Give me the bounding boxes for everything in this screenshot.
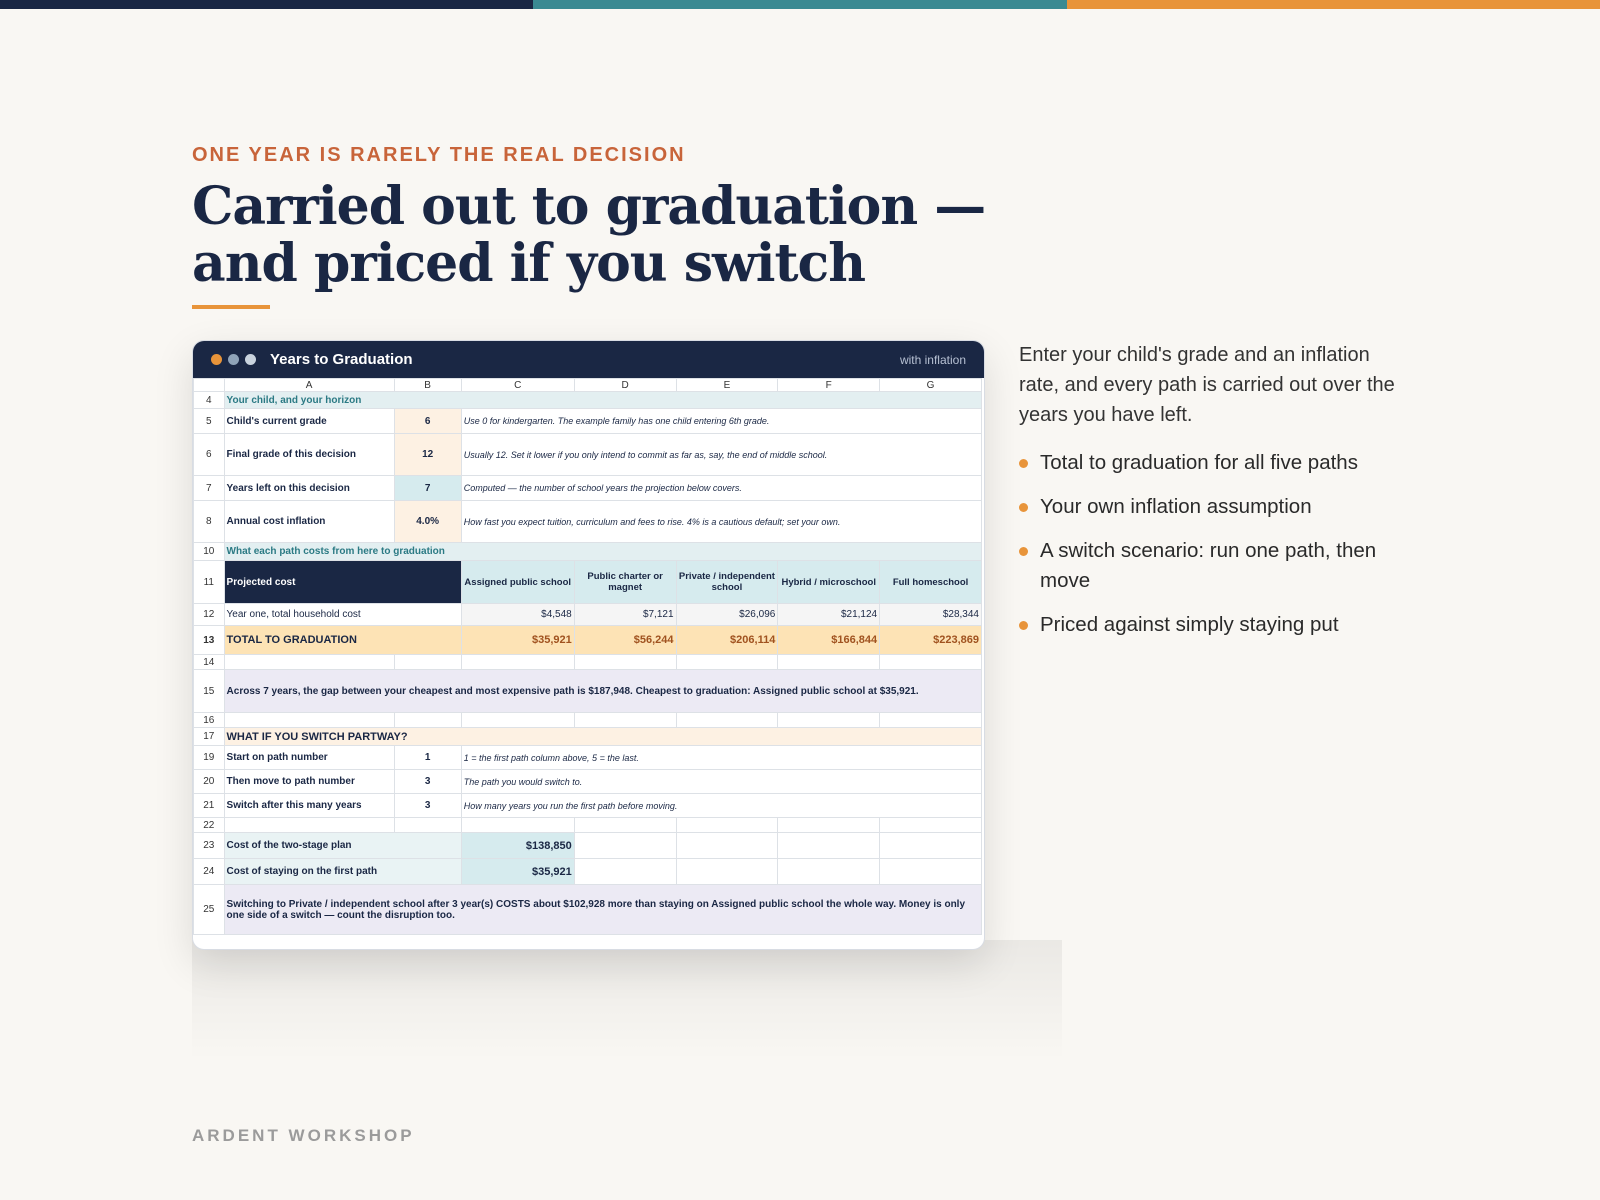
title-line-2: and priced if you switch (192, 233, 865, 294)
switch-years-note: How many years you run the first path before moving. (461, 794, 981, 818)
years-left-label: Years left on this decision (224, 476, 394, 501)
table-row (194, 434, 982, 476)
table-row (194, 746, 982, 770)
empty-cell[interactable] (394, 818, 461, 833)
feature-text: Priced against simply staying put (1040, 613, 1339, 636)
window-dot-gray-icon[interactable] (228, 354, 239, 365)
year-one-label: Year one, total household cost (224, 604, 461, 626)
row-number: 6 (194, 434, 225, 476)
path-header-3[interactable]: Private / independent school (676, 561, 778, 604)
table-row (194, 770, 982, 794)
move-path-label: Then move to path number (224, 770, 394, 794)
total-to-graduation-value[interactable]: $223,869 (880, 626, 982, 655)
year-one-cost[interactable]: $26,096 (676, 604, 778, 626)
path-header-4[interactable]: Hybrid / microschool (778, 561, 880, 604)
empty-cell[interactable] (676, 713, 778, 728)
table-row (194, 833, 982, 859)
row-number: 15 (194, 670, 225, 713)
bullet-dot-icon (1019, 503, 1028, 512)
row-number: 14 (194, 655, 225, 670)
window-dot-orange-icon[interactable] (211, 354, 222, 365)
empty-cell[interactable] (676, 818, 778, 833)
row-number: 24 (194, 859, 225, 885)
start-path-label: Start on path number (224, 746, 394, 770)
empty-cell[interactable] (224, 655, 394, 670)
path-header-2[interactable]: Public charter or magnet (574, 561, 676, 604)
window-dot-light-icon[interactable] (245, 354, 256, 365)
empty-cell[interactable] (461, 818, 574, 833)
column-header-b[interactable]: B (394, 379, 461, 392)
top-bar-navy-segment (0, 0, 533, 9)
empty-cell[interactable] (224, 818, 394, 833)
final-grade-input[interactable]: 12 (394, 434, 461, 476)
empty-cell[interactable] (224, 713, 394, 728)
row-number: 22 (194, 818, 225, 833)
row-number: 25 (194, 885, 225, 935)
feature-text: Total to graduation for all five paths (1040, 451, 1358, 474)
table-row (194, 501, 982, 543)
switch-years-label: Switch after this many years (224, 794, 394, 818)
corner-cell (194, 379, 225, 392)
path-header-1[interactable]: Assigned public school (461, 561, 574, 604)
empty-cell[interactable] (880, 833, 982, 859)
empty-cell[interactable] (574, 818, 676, 833)
window-header (193, 341, 984, 378)
inflation-label: Annual cost inflation (224, 501, 394, 543)
row-number: 19 (194, 746, 225, 770)
empty-cell[interactable] (778, 833, 880, 859)
row-number: 11 (194, 561, 225, 604)
column-header-e[interactable]: E (676, 379, 778, 392)
section-heading-horizon: Your child, and your horizon (224, 392, 981, 409)
path-header-5[interactable]: Full homeschool (880, 561, 982, 604)
path-gap-summary: Across 7 years, the gap between your cheapest and most expensive path is $187,948. Cheapest to graduation: Assigned public school at $35,921. (224, 670, 981, 713)
years-left-value[interactable]: 7 (394, 476, 461, 501)
table-row (194, 655, 982, 670)
row-number: 7 (194, 476, 225, 501)
start-path-note: 1 = the first path column above, 5 = the last. (461, 746, 981, 770)
table-row (194, 818, 982, 833)
row-number: 4 (194, 392, 225, 409)
list-item (1019, 536, 1409, 596)
feature-intro: Enter your child's grade and an inflation rate, and every path is carried out over the years you have left. (1019, 344, 1395, 426)
two-stage-cost-value[interactable]: $138,850 (461, 833, 574, 859)
table-row (194, 561, 982, 604)
table-row (194, 885, 982, 935)
year-one-cost[interactable]: $7,121 (574, 604, 676, 626)
start-path-input[interactable]: 1 (394, 746, 461, 770)
row-number: 21 (194, 794, 225, 818)
projected-cost-header: Projected cost (224, 561, 461, 604)
feature-text: A switch scenario: run one path, then move (1040, 539, 1377, 592)
empty-cell[interactable] (574, 713, 676, 728)
column-header-row (194, 379, 982, 392)
move-path-note: The path you would switch to. (461, 770, 981, 794)
eyebrow: ONE YEAR IS RARELY THE REAL DECISION (192, 144, 686, 166)
empty-cell[interactable] (880, 713, 982, 728)
bullet-dot-icon (1019, 547, 1028, 556)
current-grade-note: Use 0 for kindergarten. The example family has one child entering 6th grade. (461, 409, 981, 434)
two-stage-cost-label: Cost of the two-stage plan (224, 833, 461, 859)
row-number: 20 (194, 770, 225, 794)
current-grade-input[interactable]: 6 (394, 409, 461, 434)
empty-cell[interactable] (676, 833, 778, 859)
bullet-dot-icon (1019, 621, 1028, 630)
table-row (194, 476, 982, 501)
year-one-cost[interactable]: $4,548 (461, 604, 574, 626)
row-number: 5 (194, 409, 225, 434)
table-row (194, 713, 982, 728)
feature-list (1019, 448, 1409, 640)
empty-cell[interactable] (880, 655, 982, 670)
row-number: 17 (194, 728, 225, 746)
title-underline (192, 305, 270, 309)
column-header-d[interactable]: D (574, 379, 676, 392)
list-item (1019, 448, 1409, 478)
spreadsheet-grid[interactable] (193, 378, 985, 950)
stay-cost-label: Cost of staying on the first path (224, 859, 461, 885)
top-color-bar (0, 0, 1600, 9)
table-row (194, 604, 982, 626)
total-to-graduation-value[interactable]: $56,244 (574, 626, 676, 655)
title-line-1: Carried out to graduation — (192, 176, 986, 237)
column-header-c[interactable]: C (461, 379, 574, 392)
year-one-cost[interactable]: $28,344 (880, 604, 982, 626)
empty-cell[interactable] (574, 655, 676, 670)
row-number: 16 (194, 713, 225, 728)
feature-text: Your own inflation assumption (1040, 495, 1312, 518)
section-heading-switch: WHAT IF YOU SWITCH PARTWAY? (224, 728, 981, 746)
empty-cell[interactable] (880, 818, 982, 833)
current-grade-label: Child's current grade (224, 409, 394, 434)
table-row (194, 392, 982, 409)
section-heading-path-costs: What each path costs from here to graduation (224, 543, 981, 561)
spreadsheet-window (192, 340, 985, 950)
empty-cell[interactable] (394, 713, 461, 728)
row-number: 8 (194, 501, 225, 543)
empty-cell[interactable] (461, 713, 574, 728)
empty-cell[interactable] (574, 833, 676, 859)
inflation-input[interactable]: 4.0% (394, 501, 461, 543)
total-to-graduation-value[interactable]: $35,921 (461, 626, 574, 655)
column-header-g[interactable]: G (880, 379, 982, 392)
switch-summary: Switching to Private / independent school after 3 year(s) COSTS about $102,928 more than staying on Assigned public school the whole way. Money is only one side of a switch — count the disruption too. (224, 885, 981, 935)
bullet-dot-icon (1019, 459, 1028, 468)
empty-cell[interactable] (676, 859, 778, 885)
table-row (194, 543, 982, 561)
switch-years-input[interactable]: 3 (394, 794, 461, 818)
empty-cell[interactable] (676, 655, 778, 670)
row-number: 12 (194, 604, 225, 626)
footer-brand: ARDENT WORKSHOP (192, 1126, 415, 1145)
table-row (194, 670, 982, 713)
table-row (194, 409, 982, 434)
total-to-graduation-value[interactable]: $206,114 (676, 626, 778, 655)
window-shadow (192, 940, 1062, 1060)
table-row (194, 728, 982, 746)
move-path-input[interactable]: 3 (394, 770, 461, 794)
empty-cell[interactable] (778, 818, 880, 833)
empty-cell[interactable] (880, 859, 982, 885)
list-item (1019, 610, 1409, 640)
column-header-f[interactable]: F (778, 379, 880, 392)
years-left-note: Computed — the number of school years the projection below covers. (461, 476, 981, 501)
top-bar-teal-segment (533, 0, 1066, 9)
table-row (194, 794, 982, 818)
stay-cost-value[interactable]: $35,921 (461, 859, 574, 885)
total-to-graduation-value[interactable]: $166,844 (778, 626, 880, 655)
empty-cell[interactable] (778, 655, 880, 670)
year-one-cost[interactable]: $21,124 (778, 604, 880, 626)
table-row (194, 859, 982, 885)
empty-cell[interactable] (778, 713, 880, 728)
row-number: 13 (194, 626, 225, 655)
empty-cell[interactable] (778, 859, 880, 885)
list-item (1019, 492, 1409, 522)
empty-cell[interactable] (461, 655, 574, 670)
window-tag: with inflation (899, 352, 966, 367)
inflation-note: How fast you expect tuition, curriculum and fees to rise. 4% is a cautious default; set your own. (461, 501, 981, 543)
row-number: 23 (194, 833, 225, 859)
total-to-graduation-label: TOTAL TO GRADUATION (224, 626, 461, 655)
final-grade-note: Usually 12. Set it lower if you only intend to commit as far as, say, the end of middle school. (461, 434, 981, 476)
empty-cell[interactable] (394, 655, 461, 670)
row-number: 10 (194, 543, 225, 561)
top-bar-orange-segment (1067, 0, 1600, 9)
column-header-a[interactable]: A (224, 379, 394, 392)
final-grade-label: Final grade of this decision (224, 434, 394, 476)
window-title: Years to Graduation (270, 351, 413, 368)
feature-panel (1019, 340, 1409, 654)
page-title (192, 178, 1012, 292)
empty-cell[interactable] (574, 859, 676, 885)
table-row (194, 626, 982, 655)
